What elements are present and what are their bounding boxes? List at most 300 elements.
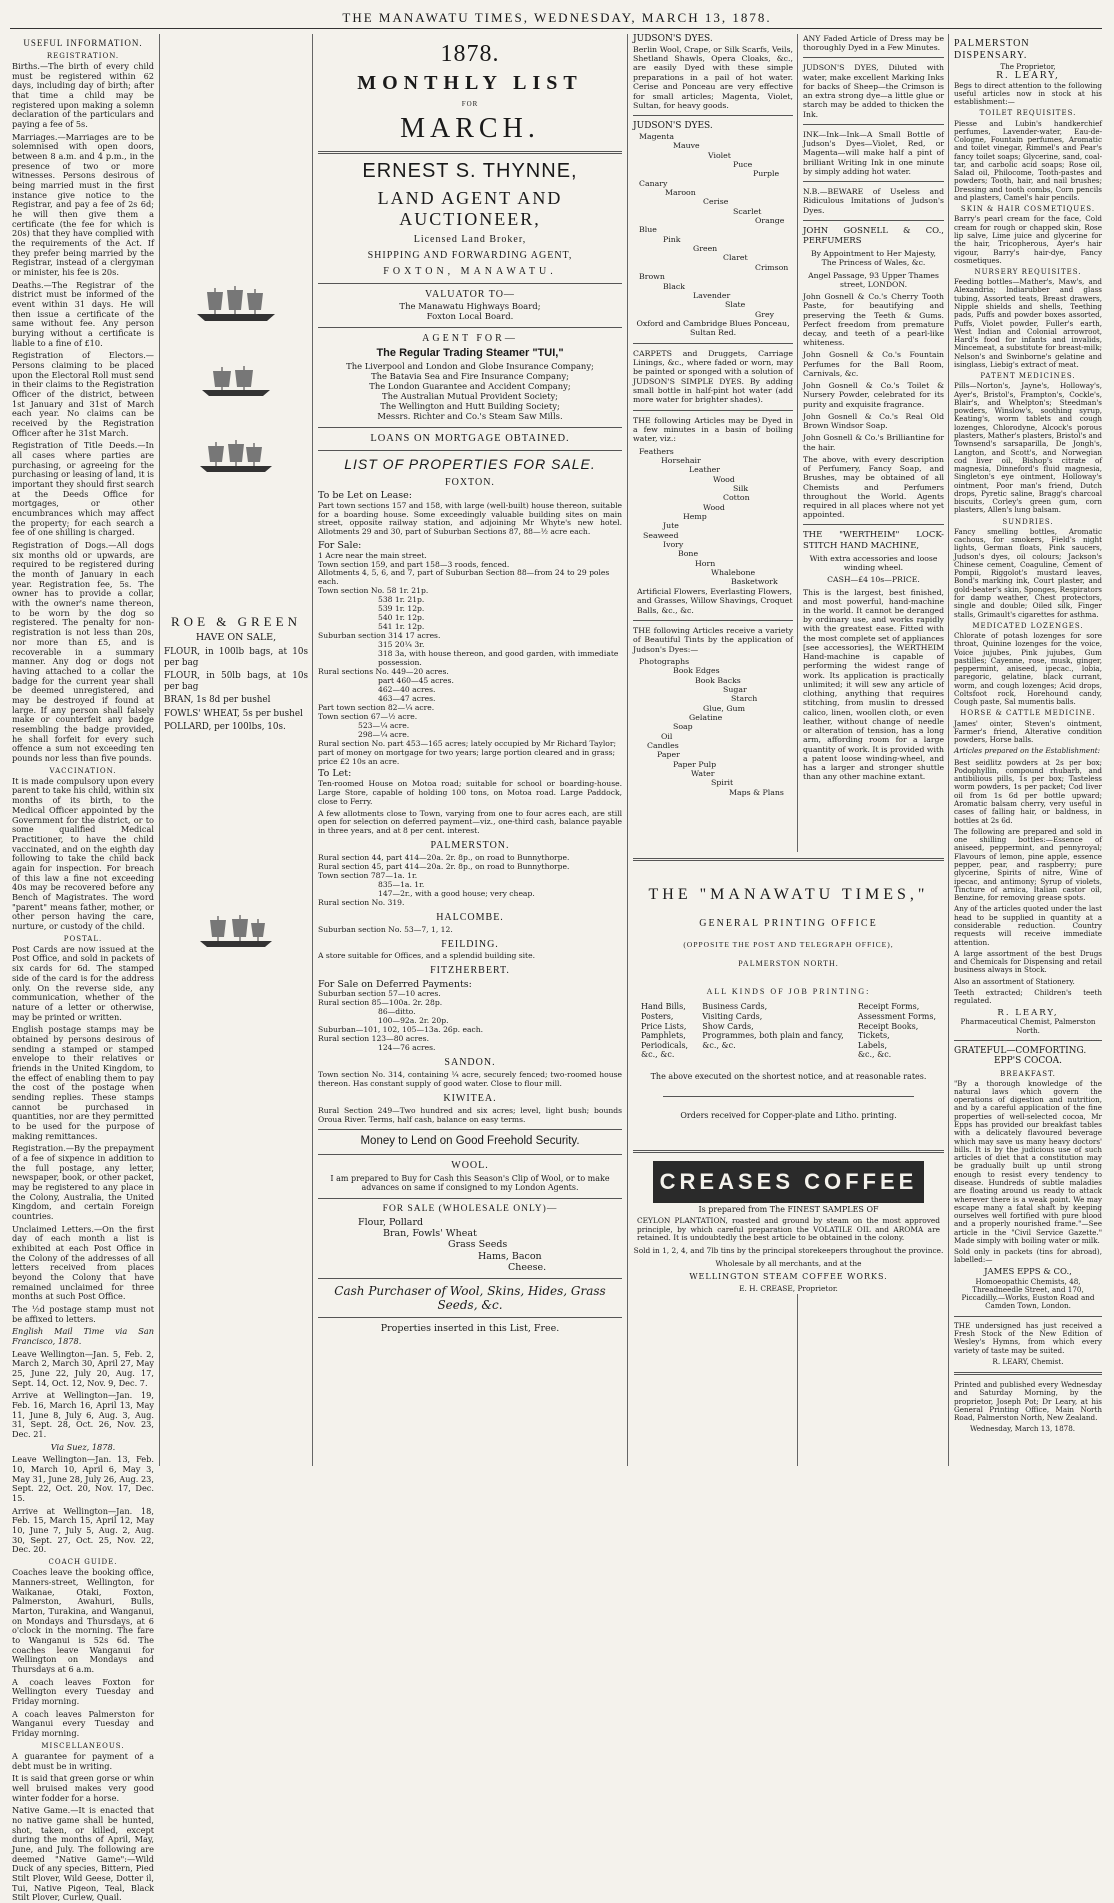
column-divider (627, 34, 628, 1466)
money-heading: Money to Lend on Good Freehold Security. (360, 1135, 580, 1148)
list-item: Wood (713, 474, 735, 484)
executed-note: The above executed on the shortest notice, and at reasonable rates. (650, 1071, 927, 1081)
valuator-heading: VALUATOR TO— (425, 288, 515, 300)
list-item: Town section 159, and part 158—3 roods, fenced. (318, 559, 510, 569)
dyes-ink-text: JUDSON'S DYES, Diluted with water, make excellent Marking Inks for backs of Sheep—the Crimson is an extra strong dye—a little glue or starch may be added to thicken the Ink. (803, 63, 944, 119)
stationery-text: Also an assortment of Stationery. (954, 976, 1075, 986)
divider (633, 410, 793, 411)
beware-notice: N.B.—BEWARE of Useless and Ridiculous Imitations of Judson's Dyes. (803, 187, 944, 215)
kiwitea-heading: KIWITEA. (443, 1092, 497, 1104)
list-title: LIST OF PROPERTIES FOR SALE. (344, 456, 596, 473)
list-item: Soap (673, 722, 693, 732)
list-item: Show Cards, (702, 1021, 754, 1031)
misc-text: It is said that green gorse or whin well bruised makes very good winter fodder for a horse. (12, 1773, 154, 1803)
lease-heading: To be Let on Lease: (318, 490, 412, 502)
mail-text: Arrive at Wellington—Jan. 19, Feb. 16, March 16, April 13, May 11, June 8, July 6, Aug. 3, Aug. 31, Sept. 28, Oct. 26, Nov. 23, Dec. 21. (12, 1390, 154, 1440)
roe-green-title: ROE & GREEN (171, 614, 301, 629)
wertheim-subtitle: With extra accessories and loose winding wheel. (809, 553, 938, 573)
dye-color: Pink (663, 234, 681, 244)
allotments-note: A few allotments close to Town, varying from one to four acres each, are still open for selection on deferred payment—viz., one-third cash, balance payable in three years, and at 8 per cent. interest. (318, 808, 622, 836)
palmerston-heading: PALMERSTON. (430, 840, 510, 852)
dye-color: Orange (755, 216, 785, 226)
section-heading: HORSE & CATTLE MEDICINE. (960, 709, 1096, 718)
list-item: Artificial Flowers, Everlasting Flowers, and Grasses, Willow Shavings, Croquet Balls, &c., &c. (637, 586, 793, 615)
job-printing-column (858, 1002, 936, 1060)
halcombe-text: Suburban section No. 53—7, 1, 12. (318, 924, 453, 934)
agency-item: Messrs. Richter and Co.'s Steam Saw Mills. (377, 410, 563, 421)
agency-item: The Liverpool and London and Globe Insurance Company; (346, 361, 594, 372)
wertheim-heading: THE "WERTHEIM" LOCK-STITCH HAND MACHINE, (803, 530, 944, 551)
free-listing: Properties inserted in this List, Free. (380, 1323, 560, 1335)
divider (954, 1372, 1102, 1375)
nursery-text: Feeding bottles—Mather's, Maw's, and Alexandria; Indiarubber and glass tubing, Assorted teats, Breast drawers, Nipple shields and shells, Teething pads, Puffs and powder boxes assorted, Puffs, Violet powder, Fuller's earth, West Indian and Colonial arrowroot, Hard's food for infants and invalids, Mincemeat, a substitute for breast-milk; Nelson's and Swinborne's gelatine and isinglass, Liebig's extract of meat. (954, 277, 1102, 369)
divider (803, 181, 944, 182)
agency-item: The London Guarantee and Accident Company; (369, 381, 571, 392)
list-item: Suburban—101, 102, 105—13a. 26p. each. (318, 1025, 484, 1035)
dyes-heading: JUDSON'S DYES. (633, 34, 713, 44)
steamer-name: The Regular Trading Steamer "TUI," (376, 347, 564, 360)
assortment-text: A large assortment of the best Drugs and Chemicals for Dispensing and retail business always in Stock. (954, 948, 1102, 975)
proprietor-label: The Proprietor, (1000, 62, 1056, 71)
epps-heading: GRATEFUL—COMFORTING. (954, 1045, 1087, 1056)
list-item: Programmes, both plain and fancy, (702, 1031, 844, 1041)
divider (318, 327, 622, 328)
dye-color: Purple (753, 169, 780, 179)
dye-color: Grey (755, 309, 774, 319)
column-divider (312, 34, 313, 1466)
teeth-text: Teeth extracted; Children's teeth regulated. (954, 987, 1102, 1006)
roe-green-item: POLLARD, per 100lbs, 10s. (164, 722, 286, 733)
section-heading: COACH GUIDE. (48, 1558, 118, 1567)
list-item: Labels, (857, 1040, 887, 1050)
establishment-text: Best seidlitz powders at 2s per box; Podophyllin, compound rhubarb, and antibilious pills, 1s per box; Tasteless worm powders, 1s per packet; Cod liver oil from 1s 6d per bottle upward; Aromatic balsam cherry, very useful in cases of falling hair, or baldness, in bottles at 2s 6d. (954, 757, 1102, 825)
coach-text: Coaches leave the booking office, Manners-street, Wellington, for Waikanae, Otaki, Foxton, Palmerston, Awahuri, Bulls, Marton, Turakina, and Wanganui, on Mondays and Thursdays, at 6 o'clock in the morning. The fare to Wanganui is 52s 6d. The coaches leave Wanganui for Wellington on Mondays and Thursdays at 6 a.m. (12, 1567, 154, 1675)
list-item: Horsehair (661, 456, 701, 465)
gosnell-closing: The above, with every description of Perfumery, Fancy Soap, and Brushes, may be obtained of all Chemists and Perfumers throughout the World. Agents required in all places where not yet appointed. (803, 454, 944, 520)
dye-color: Brown (639, 272, 665, 282)
location-label: FOXTON, MANAWATU. (383, 265, 557, 277)
wholesale-item: Grass Seeds (448, 1239, 508, 1251)
dispensary-column (954, 34, 1102, 1466)
wool-text: I am prepared to Buy for Cash this Season's Clip of Wool, or to make advances on same if consigned to my London Agents. (330, 1173, 610, 1193)
cash-purchaser: Cash Purchaser of Wool, Skins, Hides, Grass Seeds, &c. (334, 1283, 606, 1313)
epps-firm-address: Homoeopathic Chemists, 48, Threadneedle Street, and 170, Piccadilly.—Works, Euston Road and Camden Town, London. (961, 1276, 1095, 1311)
wholesale-item: Bran, Fowls' Wheat (383, 1228, 477, 1240)
list-item: Paper Pulp (673, 759, 717, 769)
dogs-text: Registration of Dogs.—All dogs six months old or upwards, are required to be registered during the month of January in each year. Registration fee, 5s. The owner has to provide a collar, with the owner's name thereon, to be worn by the dog so registered. The penalty for non-registration is not less than 20s, nor more than £5, and is recoverable in a summary manner. Any dog or dogs not having attached to a collar the badge for the current year shall be deemed unregistered, and may be destroyed if found at large. If any person shall falsely make or counterfeit any badge resembling the badge provided, he shall forfeit for every such offence a sum not exceeding ten pounds nor less than five pounds. (12, 540, 154, 763)
ships-column (164, 34, 308, 1466)
sundries-text: Fancy smelling bottles, Aromatic cachous, for smokers, Field's night lights, German floats, Pink saucers, Judson's dyes, oil colours; Jackson's Chinese cement, Coaguline, Cement of Pompii, Riggolot's mustard leaves, Bond's marking ink, Court plaster, and gold-beater's skin, Sponges, Respirators for damp weather, Chest protectors, single and double; Oiled silk, Finger stalls, Grimault's cigarettes for asthma. (954, 526, 1102, 619)
list-item: Basketwork (731, 577, 778, 587)
list-item: Price Lists, (641, 1021, 687, 1031)
list-item: Posters, (641, 1011, 674, 1021)
section-heading: MISCELLANEOUS. (41, 1741, 125, 1750)
job-printing-column (702, 1002, 843, 1060)
list-item: Visiting Cards, (702, 1011, 763, 1021)
opposite-label: (OPPOSITE THE POST AND TELEGRAPH OFFICE), (683, 940, 894, 950)
creases-sold: Sold in 1, 2, 4, and 7lb tins by the principal storekeepers throughout the province. (633, 1246, 944, 1256)
hymns-signature: R. LEARY, Chemist. (992, 1356, 1064, 1366)
deferred-heading: For Sale on Deferred Payments: (318, 979, 472, 991)
leary-signature: R. LEARY, (997, 1007, 1059, 1018)
wertheim-text: This is the largest, best finished, and most powerful, hand-machine in the world. It cannot be deranged by ordinary use, and works rapidly with the greatest ease. Fitted with the most complete set of appliances [see accessories], the WERTHEIM Hand-machine is capable of performing the widest range of work. Its application is practically unlimited; it will sew any article of clothing, anything that requires stitching, from muslin to dressed calico, linen, woollen cloth, or even leather, without change of needle or alteration of tension, has a long arm, affording room for a large quantity of work. It is provided with a patent loose winding-wheel, and has a larger and stronger shuttle than any other machine extant. (803, 587, 944, 782)
palmerston-north-label: PALMERSTON NORTH. (738, 959, 839, 969)
dyes-text: Berlin Wool, Crape, or Silk Scarfs, Veils, Shetland Shawls, Opera Cloaks, &c., are easily Dyed with these simple preparations in a pail of hot water. Cerise and Ponceau are very effective for small articles; Magenta, Violet, Sultan, for heavy goods. (633, 44, 793, 110)
list-item: Sugar (723, 684, 747, 694)
list-item: Cotton (723, 493, 750, 503)
divider (318, 283, 622, 284)
establishment-heading: Articles prepared on the Establishment: (954, 746, 1101, 756)
ink-text: INK—Ink—Ink—A Small Bottle of Judson's Dyes—Violet, Red, or Magenta—will make half a pint of brilliant Writing Ink in one minute by simply adding hot water. (803, 129, 944, 176)
dyes-heading: JUDSON'S DYES. (633, 121, 713, 132)
useful-information-title: USEFUL INFORMATION. (23, 38, 143, 48)
dye-color: Violet (708, 150, 731, 160)
mail-heading: English Mail Time via San Francisco, 1878. (12, 1326, 154, 1347)
dye-color: Green (693, 244, 718, 254)
divider (633, 620, 793, 621)
dye-color: Magenta (639, 132, 675, 141)
ship-illustration (198, 364, 274, 398)
establishment-text: The following are prepared and sold in one shilling bottles:—Essence of aniseed, peppermint, and pennyroyal; Flavours of lemon, pine apple, essence pepper, pear, and raspberry; pure glycerine, Spirits of nitre, Wine of ipecac, and antimony; Syrup of violets, Tincture of arnica, Italian castor oil, Benzine, for removing grease spots. (954, 826, 1102, 903)
ship-illustration (193, 284, 279, 324)
gosnell-product: John Gosnell & Co.'s Brilliantine for the hair. (803, 433, 944, 452)
list-item: Leather (689, 465, 720, 475)
wholesale-item: Cheese. (508, 1261, 547, 1273)
section-heading: REGISTRATION. (46, 51, 120, 60)
roe-green-subtitle: HAVE ON SALE, (195, 631, 277, 643)
list-item: Rural section 85—100a. 2r. 28p. (318, 998, 443, 1008)
native-game-text: Native Game.—It is enacted that no native game shall be hunted, shot, taken, or killed, except during the months of April, May, June, and July. The following are deemed "Native Game":—Wild Duck of any species, Bittern, Pied Stilt Plover, Wild Geese, Dotter il, Tui, Native Pigeon, Teal, Black Stilt Plover, Curlew, Quail. (12, 1805, 154, 1903)
dye-color: Black (663, 281, 685, 291)
shipping-label: SHIPPING AND FORWARDING AGENT, (367, 250, 573, 262)
valuator-item: The Manawatu Highways Board; (399, 302, 541, 313)
agency-item: The Wellington and Hutt Building Society; (380, 400, 560, 411)
wholesale-heading: FOR SALE (WHOLESALE ONLY)— (382, 1203, 558, 1214)
list-item: Candles (647, 740, 679, 750)
list-item: Glue, Gum (703, 703, 745, 713)
list-item: 541 1r. 12p. (378, 622, 425, 632)
title-deeds-text: Registration of Title Deeds.—In all cases where parties are purchasing, or agreeing for the purchasing or leasing of land, it is important they should first search at the Deeds Office for mortgages, or other encumbrances which may affect the property; for each search a fee of one shilling is charged. (12, 440, 154, 538)
lozenges-text: Chlorate of potash lozenges for sore throat, Quinine lozenges for the voice, Voice jujubes, Pink jujubes, Gum pastilles; Cayenne, rose, musk, ginger, peppermint, aniseed, ipecac., lobia, paregoric, gelatine, black currant, worm, and cough lozenges; Acid drops, Coltsfoot rock, Horehound candy, Cough paste, Sal mumentis balls. (954, 630, 1102, 707)
dye-color: Puce (733, 160, 753, 170)
list-item: Town section No. 58 1r. 21p. (318, 586, 429, 596)
kiwitea-text: Rural Section 249—Two hundred and six acres; level, light bush; bounds Oroua River. Terms, half cash, balance on easy terms. (318, 1105, 622, 1124)
post-cards-text: Post Cards are now issued at the Post Office, and sold in packets of six cards for 6d. The stamped side of the card is for the address only. On the reverse side, any communication, whether of the nature of a letter or otherwise, may be printed or written. (12, 943, 154, 1022)
column-divider (159, 34, 160, 1466)
dyes-footnote: Oxford and Cambridge Blues Ponceau, Sultan Red. (636, 318, 790, 338)
roe-green-item: FOWLS' WHEAT, 5s per bushel (164, 708, 303, 719)
section-heading: PATENT MEDICINES. (980, 372, 1076, 381)
suez-text: Arrive at Wellington—Jan. 18, Feb. 15, March 15, April 12, May 10, June 7, July 5, Aug. 2, Aug. 30, Sept. 27, Oct. 25, Nov. 22, Dec. 20. (12, 1505, 154, 1555)
list-item: Jute (663, 521, 679, 531)
agent-for-heading: AGENT FOR— (422, 333, 518, 345)
dye-color: Mauve (673, 141, 700, 151)
list-item: Starch (731, 694, 758, 704)
epps-firm: JAMES EPPS & CO., (984, 1266, 1072, 1277)
patent-text: Pills—Norton's, Jayne's, Holloway's, Ayer's, Bristol's, Frampton's, Cockle's, Blair's, and Whelpton's; Steedman's powders, Winslow's, soothing syrup, Keating's, worm tablets and cough lozenges, Chlorodyne, Alcock's porous plasters, Mather's plasters, Bristol's and Townsend's sarsaparilla, De Jongh's, Langton, and Scott's, and Norwegian cod liver oil, Bishop's citrate of magnesia, Dinneford's fluid magnesia, Singleton's eye ointment, Holloway's ointment, Poor man's friend, Dutch drops, Pyretic saline, Bragg's charcoal biscuits, Corley's green gum, corn plasters, Allen's lung balsam. (954, 381, 1102, 515)
epps-sold: Sold only in packets (tins for abroad), labelled:— (954, 1247, 1102, 1265)
monthly-list-heading: MONTHLY LIST (357, 72, 583, 95)
quoted-text: Any of the articles quoted under the last head to be supplied in quantity at a considerable reduction. Country requests will receive immediate attention. (954, 904, 1102, 947)
list-item: Suburban section 57—10 acres. (318, 989, 441, 999)
electors-text: Registration of Electors.—Persons claiming to be placed upon the Electoral Roll must send in their claims to the Registration Officer of the district, between 1st January and 31st of March each year. No claims can be received by the Registration Officer after he 31st March. (12, 350, 154, 438)
creases-text: CEYLON PLANTATION, roasted and ground by steam on the most approved principle, by which careful preparation the VOLATILE OIL and AROMA are retained. It is undoubtedly the best article to be obtained in the colony. (637, 1215, 940, 1243)
list-item: 100—92a. 2r. 20p. (378, 1016, 449, 1026)
horse-text: James' ointer, Steven's ointment, Farmer's friend, Alterative condition powders, Horse balls. (954, 718, 1102, 745)
misc-text: A guarantee for payment of a debt must be in writing. (12, 1751, 154, 1771)
divider (954, 1316, 1102, 1317)
tintable-articles-list (633, 657, 793, 797)
articles-heading: THE following Articles receive a variety of Beautiful Tints by the application of Judson's Dyes:— (633, 625, 793, 654)
dispensary-intro: Begs to direct attention to the following useful articles now in stock at his establishment:— (954, 80, 1102, 107)
list-item: 86—ditto. (378, 1007, 416, 1017)
list-item: 540 1r. 12p. (378, 613, 425, 623)
valuator-item: Foxton Local Board. (426, 312, 514, 323)
divider (633, 115, 793, 116)
registration-letters-text: Registration.—By the prepayment of a fee of sixpence in addition to the full postage, any letter, newspaper, book, or other packet, may be registered to any place in the Colony, Australia, the United Kingdom, and certain Foreign countries. (12, 1143, 154, 1221)
list-item: Town section 787—1a. 1r. (318, 871, 418, 881)
list-item: Town section 67—½ acre. (318, 711, 418, 721)
copper-plate-note: Orders received for Copper-plate and Litho. printing. (680, 1110, 897, 1120)
dispensary-heading: PALMERSTON DISPENSARY. (954, 38, 1030, 61)
coach-text: A coach leaves Foxton for Wellington every Tuesday and Friday morning. (12, 1676, 154, 1707)
gosnell-heading: JOHN GOSNELL & CO., PERFUMERS (803, 225, 944, 246)
divider (663, 1096, 914, 1097)
leary-title: Pharmaceutical Chemist, Palmerston North. (960, 1017, 1096, 1035)
epps-title: EPP'S COCOA. (993, 1056, 1063, 1067)
list-item: Feathers (639, 446, 674, 456)
list-item: Paper (657, 750, 680, 760)
proprietor-name: R. LEARY, (996, 71, 1060, 82)
year-heading: 1878. (440, 41, 500, 67)
agency-item: The Australian Mutual Provident Society; (381, 390, 559, 401)
agent-name: ERNEST S. THYNNE, (362, 160, 578, 183)
divider (803, 220, 944, 221)
list-item: Tickets, (857, 1031, 890, 1041)
list-item: 463—47 acres. (378, 693, 436, 703)
list-item: Oil (661, 731, 673, 741)
dye-color: Maroon (665, 188, 696, 198)
skin-text: Barry's pearl cream for the face, Cold cream for rough or chapped skin, Rose lip salve, Lime juice and glycerine for the hair, Tricopherous, Ayer's hair vigour, Barry's hair-dye, Fancy cosmetiques. (954, 214, 1102, 265)
agency-item: The Batavia Sea and Fire Insurance Company; (371, 371, 569, 382)
list-item: 318 3a, with house thereon, and good garden, with immediate possession. (378, 649, 619, 668)
mail-text: Leave Wellington—Jan. 5, Feb. 2, March 2, March 30, April 27, May 25, June 22, July 20, Aug. 17, Sept. 14, Oct. 12, Nov. 9, Dec. 7. (12, 1348, 154, 1388)
job-printing-column (641, 1002, 688, 1060)
list-item: &c., &c. (702, 1040, 736, 1050)
wholesale-item: Hams, Bacon (478, 1250, 542, 1262)
epps-text: "By a thorough knowledge of the natural laws which govern the operations of digestion and nutrition, and by a careful application of the fine properties of well-selected cocoa, Mr Epps has provided our breakfast tables with a delicately flavoured beverage which may save us many heavy doctors' bills. It is by the judicious use of such articles of diet that a constitution may be gradually built up until strong enough to resist every tendency to disease. Hundreds of subtle maladies are floating around us ready to attack wherever there is a weak point. We may escape many a fatal shaft by keeping ourselves well fortified with pure blood and a properly nourished frame."—See article in the "Civil Service Gazette." Made simply with boiling water or milk. (954, 1078, 1102, 1245)
list-item: &c., &c. (857, 1050, 892, 1060)
fitzherbert-heading: FITZHERBERT. (430, 965, 510, 977)
list-item: Photographs (639, 656, 690, 666)
divider (318, 1154, 622, 1155)
list-item: Book Edges (673, 666, 720, 676)
creases-wholesale: Wholesale by all merchants, and at the (715, 1259, 862, 1269)
divider (318, 1198, 622, 1199)
list-item: Gelatine (689, 712, 723, 722)
toilet-text: Piesse and Lubin's handkerchief perfumes, Lavender-water, Eau-de-Cologne, Fountain perfumes, Aromatic and toilet vinegar, Rimmel's and Pear's fancy toilet soaps; Glycerine, sand, coal-tar, and carbolic acid soaps; Rose oil, Salad oil, Philocome, Tooth-pastes and powders; Tooth, hair, and nail brushes; Dressing and tooth combs, Corn pencils and plasters, Camel's hair pencils. (954, 118, 1102, 203)
section-heading: MEDICATED LOZENGES. (972, 621, 1084, 630)
wholesale-item: Flour, Pollard (358, 1216, 424, 1228)
coach-text: A coach leaves Palmerston for Wanganui every Tuesday and Friday morning. (12, 1708, 154, 1739)
feilding-text: A store suitable for Offices, and a splendid building site. (318, 951, 536, 961)
section-heading: VACCINATION. (49, 766, 117, 775)
agent-title: LAND AGENT AND AUCTIONEER, (377, 187, 563, 230)
breakfast-label: BREAKFAST. (1000, 1069, 1056, 1078)
list-item: 462—40 acres. (378, 684, 436, 694)
list-item: Spirit (711, 778, 734, 788)
creases-coffee-banner: CREASES COFFEE (653, 1161, 924, 1203)
masthead: THE MANAWATU TIMES, WEDNESDAY, MARCH 13, 1878. (342, 10, 772, 25)
palmerston-list (318, 854, 622, 908)
lease-text: Part town sections 157 and 158, with large (well-built) house thereon, suitable for a boarding house. Some exceedingly valuable building sites on main street, opposite railway station, and adjoining Mr Whyte's new hotel. Allotments 29 and 30, part of Suburban Sections 87, 88—½ acre each. (318, 500, 622, 537)
foxton-heading: FOXTON. (445, 476, 495, 488)
list-item: Suburban section 314 17 acres. (318, 631, 441, 641)
printing-office-ad (633, 852, 944, 1294)
divider (803, 57, 944, 58)
wertheim-price: CASH—£4 10s—PRICE. (827, 575, 920, 585)
list-item: Horn (695, 558, 716, 568)
list-item: 523—¼ acre. (358, 720, 410, 730)
divider (318, 450, 622, 451)
roe-green-item: FLOUR, in 100lb bags, at 10s per bag (164, 646, 308, 668)
divider (318, 1129, 622, 1130)
articles-heading: THE following Articles may be Dyed in a few minutes in a basin of boiling water, viz.: (633, 415, 793, 444)
carpets-text: CARPETS and Druggets, Carriage Linings, &c., where faded or worn, may be painted or sponged with a solution of JUDSON'S SIMPLE DYES. By adding small bottle in half-pint hot water (add more water for brighter shades). (633, 348, 793, 405)
ship-illustration (196, 438, 276, 474)
dye-color: Slate (725, 300, 746, 310)
job-printing-heading: ALL KINDS OF JOB PRINTING: (706, 986, 871, 996)
section-heading: NURSERY REQUISITES. (974, 268, 1082, 277)
section-heading: SKIN & HAIR COSMETIQUES. (960, 205, 1096, 214)
list-item: Business Cards, (702, 1002, 768, 1012)
imprint-date: Wednesday, March 13, 1878. (970, 1424, 1076, 1434)
to-let-text: Ten-roomed House on Motoa road; suitable for school or boarding-house. Large Store, capable of holding 100 tons, on Motoa road. Large Paddock, close to Ferry. (318, 778, 622, 806)
list-item: Receipt Books, (857, 1021, 919, 1031)
divider (318, 1317, 622, 1318)
useful-information-column (12, 34, 154, 1903)
for-sale-heading: For Sale: (318, 540, 362, 552)
dye-color: Crimson (755, 262, 789, 272)
for-label: FOR (461, 99, 479, 108)
list-item: Seaweed (643, 530, 679, 540)
list-item: Whalebone (711, 568, 756, 578)
list-item: Rural section No. 319. (318, 897, 405, 907)
masthead-rule (10, 28, 1102, 29)
list-item: Hand Bills, (641, 1002, 686, 1012)
sandon-text: Town section No. 314, containing ¼ acre, securely fenced; two-roomed house thereon. Has constant supply of good water. Close to flour mill. (318, 1069, 622, 1088)
list-item: Water (691, 769, 715, 778)
suez-heading: Via Suez, 1878. (50, 1441, 116, 1452)
section-heading: SUNDRIES. (1002, 517, 1054, 526)
list-item: 1 Acre near the main street. (318, 550, 427, 560)
list-item: Rural section No. part 453—165 acres; lately occupied by Mr Richard Taylor; part of money on mortgage for two years; large portion cleared and in grass; price £2 10s an acre. (318, 738, 617, 766)
dye-color: Cerise (703, 197, 729, 207)
gosnell-product: John Gosnell & Co.'s Real Old Brown Windsor Soap. (803, 411, 944, 431)
unclaimed-text: Unclaimed Letters.—On the first day of each month a list is exhibited at each Post Office in the Colony of the addresses of all letters received from places beyond the Colony that have remained unclaimed for three months at such Post Office. (12, 1223, 154, 1302)
roe-green-ad (164, 614, 308, 733)
section-heading: POSTAL. (63, 934, 103, 943)
loans-heading: LOANS ON MORTGAGE OBTAINED. (370, 432, 570, 444)
gosnell-product: John Gosnell & Co.'s Fountain Perfumes for the Ball Room, Carnivals, &c. (803, 350, 944, 378)
creases-proprietor: E. H. CREASE, Proprietor. (739, 1283, 838, 1293)
dye-colors-list (633, 132, 793, 319)
vaccination-text: It is made compulsory upon every parent to take his child, within six months of its birth, to the Medical Officer appointed by the Government for the district, or to some qualified Medical Practitioner, to have the child vaccinated, and on the eighth day following to take the child back again for inspection. For breach of this law a fine not exceeding 40s may be recovered before any Bench of Magistrates. The word "parent" means father, mother, or other person having the care, nurture, or custody of the child. (12, 775, 154, 931)
divider (633, 343, 793, 344)
marriages-text: Marriages.—Marriages are to be solemnised with open doors, between 8 a.m. and 4 p.m., in the presence of two or more witnesses. Persons desirous of being married must in the first instance give notice to the Registrar, and pay a fee of 2s 6d; he will then give them a certificate (the fee for which is 20s) that they have complied with the requirements of the Act. If they prefer being married by the Registrar, instead of a clergyman or minister, his fee is 20s. (12, 131, 154, 277)
list-item: Bone (678, 549, 699, 559)
list-item: Assessment Forms, (857, 1011, 936, 1021)
column-divider (948, 34, 949, 1466)
list-item: Book Backs (695, 675, 741, 685)
list-item: Silk (733, 484, 749, 494)
times-title: THE "MANAWATU TIMES," (648, 886, 929, 903)
section-heading: TOILET REQUISITES. (979, 109, 1077, 118)
list-item: Rural section 45, part 414—20a. 2r. 8p., on road to Bunnythorpe. (318, 862, 570, 872)
dyeable-articles-list (633, 447, 793, 615)
divider (633, 1150, 944, 1153)
deferred-list (318, 990, 622, 1053)
dye-color: Canary (639, 178, 668, 188)
divider (318, 151, 622, 154)
list-item: Receipt Forms, (857, 1002, 920, 1012)
dye-color: Scarlet (733, 206, 762, 216)
gosnell-address: Angel Passage, 93 Upper Thames street, LONDON. (808, 270, 939, 289)
halcombe-heading: HALCOMBE. (436, 911, 504, 923)
divider (803, 524, 944, 525)
list-item: 835—1a. 1r. (378, 880, 425, 890)
stamps-text: English postage stamps may be obtained by persons desirous of sending a stamped or stamped envelope to their relatives or friends in the United Kingdom, to the effect of enabling them to pay the cost of the postage when sending replies. These stamps cannot be purchased in quantities, nor are they permitted to be used for the purpose of making remittances. (12, 1024, 154, 1141)
monthly-list-column (318, 34, 622, 1466)
gosnell-appointment: By Appointment to Her Majesty, The Princess of Wales, &c. (811, 249, 936, 268)
list-item: Rural section 44, part 414—20a. 2r. 8p., on road to Bunnythorpe. (318, 853, 570, 863)
dye-color: Blue (639, 225, 657, 235)
faded-dress-text: ANY Faded Article of Dress may be thoroughly Dyed in a Few Minutes. (803, 34, 944, 53)
to-let-heading: To Let: (318, 768, 352, 780)
for-sale-list (318, 552, 622, 767)
roe-green-item: FLOUR, in 50lb bags, at 10s per bag (164, 671, 308, 692)
gosnell-product: John Gosnell & Co.'s Toilet & Nursery Powder, celebrated for its purity and exquisite fragrance. (803, 381, 944, 409)
sandon-heading: SANDON. (444, 1057, 496, 1069)
month-heading: MARCH. (400, 113, 540, 145)
suez-text: Leave Wellington—Jan. 13, Feb. 10, March 10, April 6, May 3, May 31, June 28, July 26, Aug. 23, Sept. 22, Oct. 20, Nov. 17, Dec. 15. (12, 1454, 154, 1504)
list-item: 539 1r. 12p. (378, 604, 425, 614)
births-text: Births.—The birth of every child must be registered within 62 days, including day of birth; after that time a child may be registered upon making a solemn declaration of the particulars and paying a fee of 5s. (12, 60, 154, 129)
list-item: 298—¼ acre. (358, 729, 410, 739)
licensed-label: Licensed Land Broker, (413, 234, 527, 246)
divider (318, 1278, 622, 1279)
divider (803, 124, 944, 125)
hymns-text: THE undersigned has just received a Fresh Stock of the New Edition of Wesley's Hymns, from which every variety of taste may be suited. (954, 1320, 1102, 1355)
roe-green-item: BRAN, 1s 8d per bushel (164, 695, 271, 706)
list-item: Rural section 123—80 acres. (318, 1034, 429, 1044)
creases-works: WELLINGTON STEAM COFFEE WORKS. (689, 1272, 888, 1282)
list-item: 538 1r. 21p. (378, 595, 425, 605)
dye-color: Claret (723, 253, 748, 263)
list-item: Wood (703, 502, 725, 512)
gosnell-product: John Gosnell & Co.'s Cherry Tooth Paste, for beautifying and preserving the Teeth & Gums. Perfect freedom from premature decay, and teeth of a pearl-like whiteness. (803, 292, 944, 348)
list-item: Pamphlets, (641, 1031, 686, 1041)
list-item: 147—2r., with a good house; very cheap. (378, 888, 535, 898)
list-item: 124—76 acres. (378, 1043, 436, 1053)
job-printing-list (641, 1002, 936, 1060)
list-item: part 460—45 acres. (378, 675, 454, 685)
list-item: Ivory (663, 540, 684, 550)
feilding-heading: FEILDING. (441, 938, 499, 950)
halfpenny-text: The ½d postage stamp must not be affixed to letters. (12, 1304, 154, 1324)
divider (318, 427, 622, 428)
deaths-text: Deaths.—The Registrar of the district must be informed of the event within 31 days. He will then issue a certificate of the same without fee. Any person burying without a certificate is liable to a fine of £10. (12, 279, 154, 348)
